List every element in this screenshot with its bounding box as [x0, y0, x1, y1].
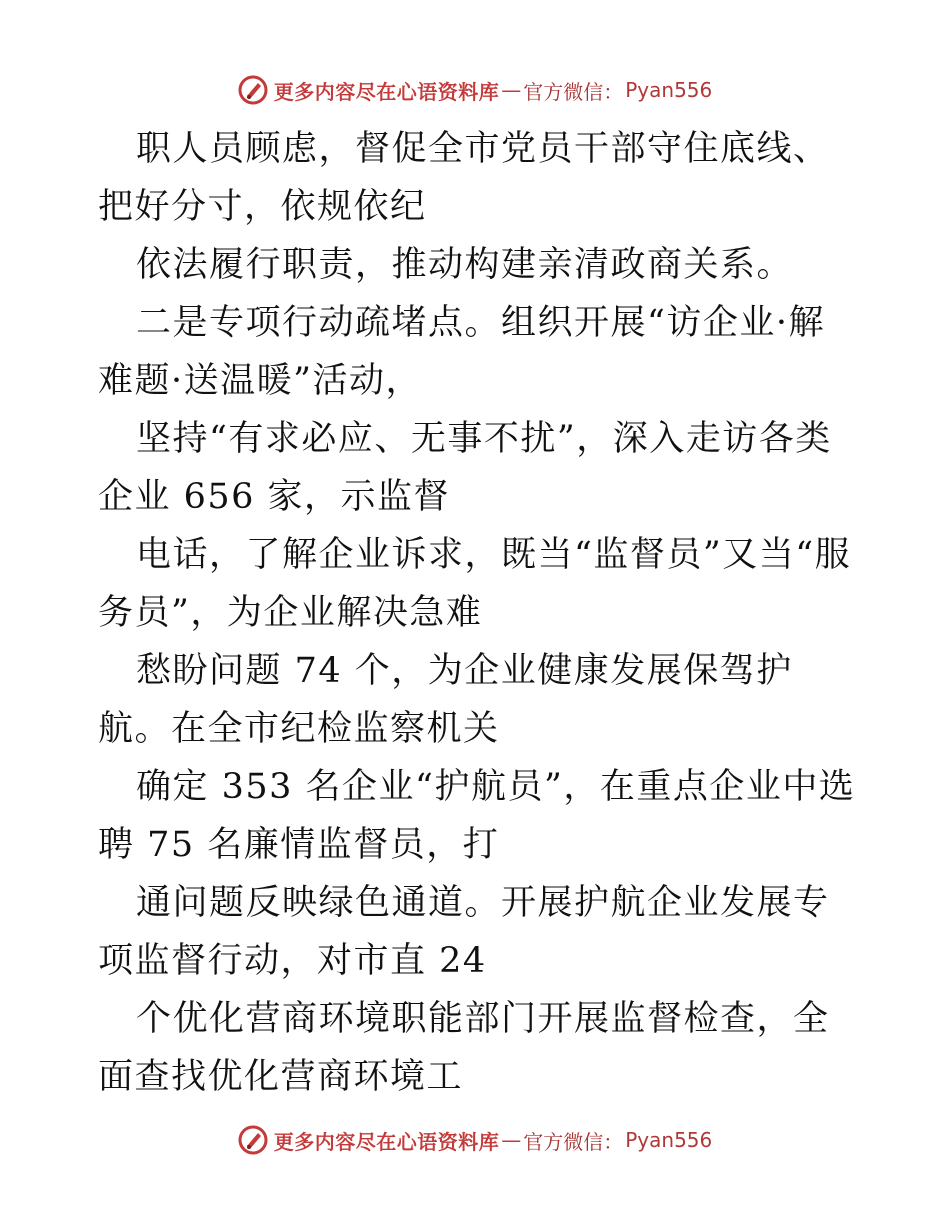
- paragraph: 职人员顾虑，督促全市党员干部守住底线、把好分寸，依规依纪: [98, 129, 830, 227]
- document-body: [98, 120, 858, 1106]
- footer-brand-text: 更多内容尽在心语资料库: [273, 1129, 500, 1154]
- header-dash: —: [501, 78, 522, 102]
- paragraph: 二是专项行动疏堵点。组织开展“访企业·解难题·送温暖”活动，: [98, 303, 826, 401]
- paragraph: 通问题反映绿色通道。开展护航企业发展专项监督行动，对市直 24: [98, 883, 830, 981]
- paragraph: 个优化营商环境职能部门开展监督检查，全面查找优化营商环境工: [98, 999, 830, 1097]
- header-banner: [0, 70, 950, 110]
- footer-banner: [0, 1120, 950, 1160]
- header-wechat-handle: Pyan556: [625, 78, 713, 102]
- paragraph: 确定 353 名企业“护航员”，在重点企业中选聘 75 名廉情监督员，打: [98, 767, 856, 865]
- brand-logo-icon: [238, 75, 268, 105]
- paragraph: 坚持“有求必应、无事不扰”，深入走访各类企业 656 家，示监督: [98, 419, 832, 517]
- paragraph: 依法履行职责，推动构建亲清政商关系。: [136, 245, 794, 285]
- footer-dash: —: [501, 1128, 522, 1152]
- footer-wechat-label: 官方微信：: [523, 1129, 624, 1154]
- header-brand-text: 更多内容尽在心语资料库: [273, 79, 500, 104]
- paragraph: 愁盼问题 74 个，为企业健康发展保驾护航。在全市纪检监察机关: [98, 651, 793, 749]
- header-wechat-label: 官方微信：: [523, 79, 624, 104]
- footer-wechat-handle: Pyan556: [625, 1128, 713, 1152]
- paragraph: 电话，了解企业诉求，既当“监督员”又当“服务员”，为企业解决急难: [98, 535, 852, 633]
- brand-logo-icon: [238, 1125, 268, 1155]
